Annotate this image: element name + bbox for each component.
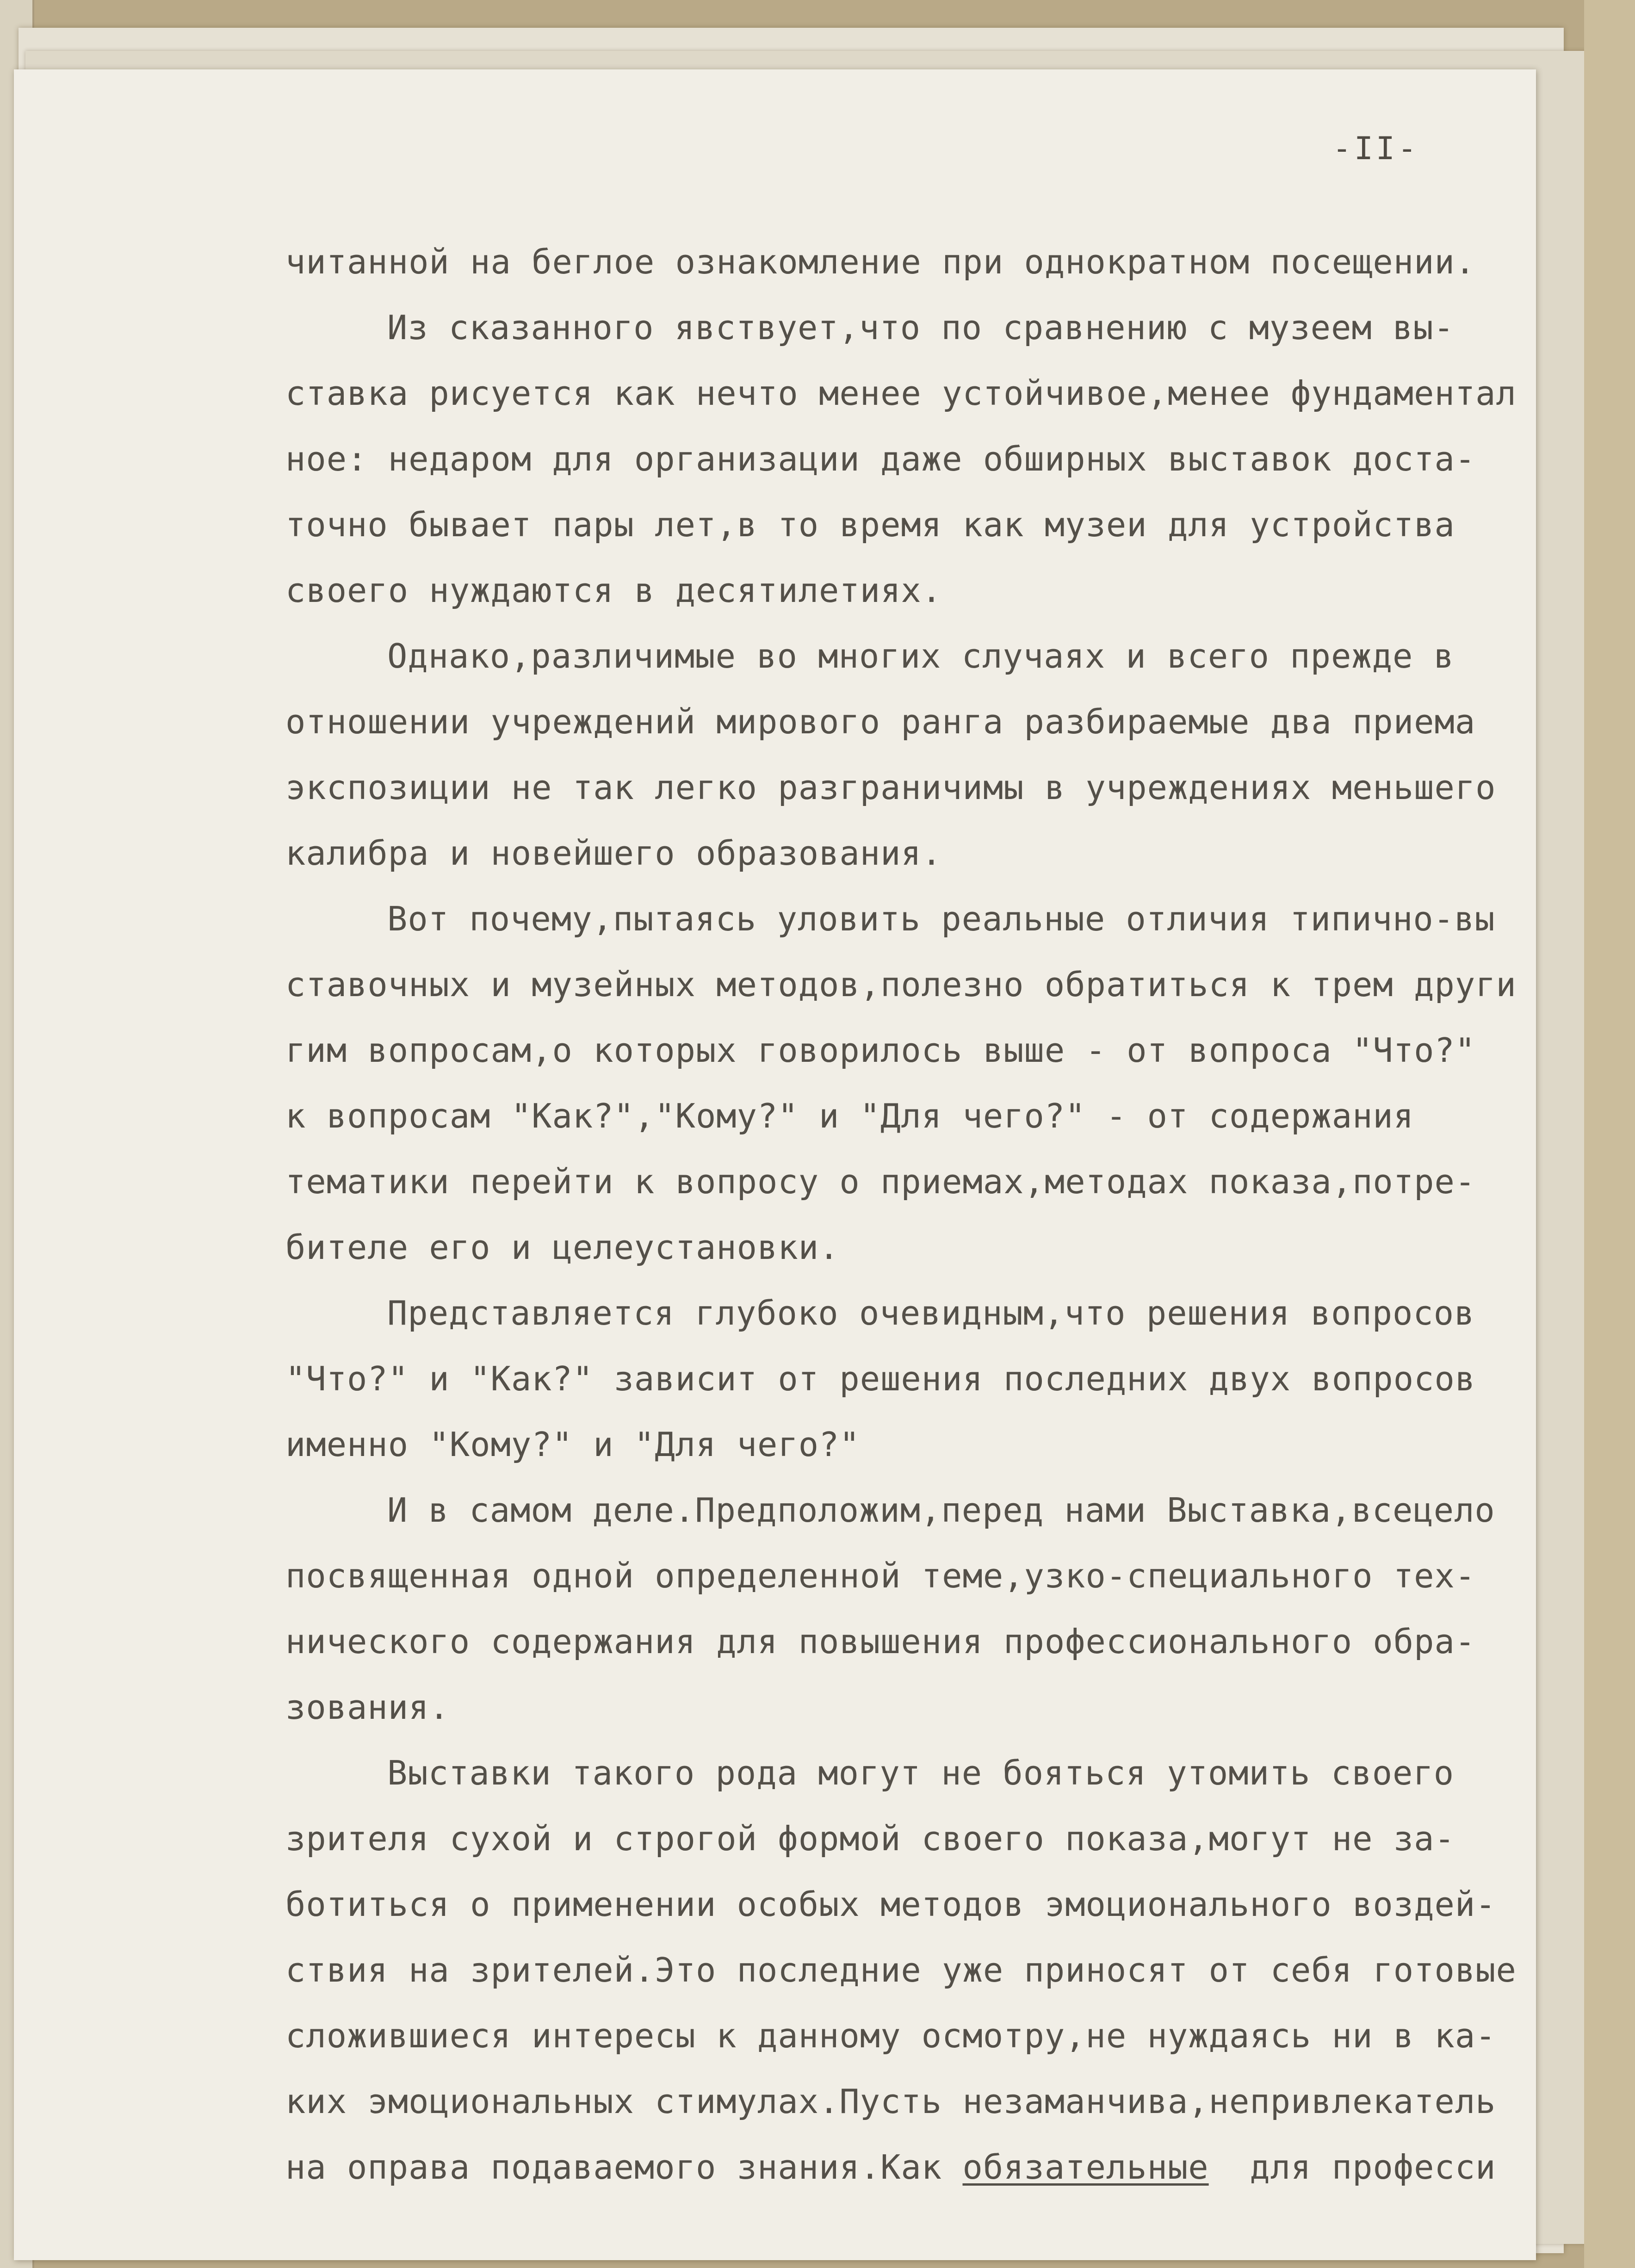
text-line: тематики перейти к вопросу о приемах,методах показа,потре- (285, 1162, 1476, 1201)
text-line: именно "Кому?" и "Для чего?" (285, 1425, 860, 1464)
text-line: ставочных и музейных методов,полезно обратиться к трем други (285, 965, 1517, 1004)
text-line: ких эмоциональных стимулах.Пусть незаманчива,непривлекатель (285, 2082, 1496, 2121)
text-line: Вот почему,пытаясь уловить реальные отличия типично-вы (387, 899, 1495, 938)
text-line: зования. (285, 1688, 450, 1727)
text-line: экспозиции не так легко разграничимы в учреждениях меньшего (285, 768, 1496, 807)
text-line-tail: для професси (1208, 2148, 1496, 2187)
text-line: ботиться о применении особых методов эмоционального воздей- (285, 1885, 1496, 1924)
text-line: ствия на зрителей.Это последние уже приносят от себя готовые (285, 1951, 1517, 1989)
paragraph (285, 886, 1525, 1280)
paragraph (285, 1280, 1525, 1477)
text-line: бителе его и целеустановки. (285, 1228, 840, 1267)
text-line: гим вопросам,о которых говорилось выше - от вопроса "Что?" (285, 1031, 1476, 1070)
text-line: ное: недаром для организации даже обширных выставок доста- (285, 440, 1476, 478)
text-line: И в самом деле.Предположим,перед нами Выставка,всецело (387, 1491, 1495, 1530)
text-line: ставка рисуется как нечто менее устойчивое,менее фундаментал (285, 374, 1517, 413)
text-line: Представляется глубоко очевидным,что решения вопросов (387, 1294, 1475, 1332)
text-line: посвященная одной определенной теме,узко-специального тех- (285, 1556, 1476, 1595)
text-line: своего нуждаются в десятилетиях. (285, 571, 942, 610)
folder-right-edge (1584, 0, 1635, 2268)
text-line: нического содержания для повышения профессионального обра- (285, 1622, 1476, 1661)
text-line: "Что?" и "Как?" зависит от решения последних двух вопросов (285, 1359, 1476, 1398)
body-text (285, 229, 1525, 2200)
text-line: зрителя сухой и строгой формой своего показа,могут не за- (285, 1819, 1455, 1858)
text-line: сложившиеся интересы к данному осмотру,не нуждаясь ни в ка- (285, 2016, 1496, 2055)
text-line: Из сказанного явствует,что по сравнению с музеем вы- (387, 308, 1455, 347)
text-line: читанной на беглое ознакомление при однократном посещении. (285, 242, 1476, 281)
text-line: отношении учреждений мирового ранга разбираемые два приема (285, 702, 1476, 741)
paragraph (285, 1740, 1525, 2200)
text-line: точно бывает пары лет,в то время как музеи для устройства (285, 505, 1455, 544)
paragraph (285, 1477, 1525, 1740)
underlined-word: обязательные (962, 2148, 1209, 2187)
text-line: Однако,различимые во многих случаях и всего прежде в (387, 637, 1455, 675)
text-line: к вопросам "Как?","Кому?" и "Для чего?" - от содержания (285, 1097, 1414, 1135)
text-line: Выставки такого рода могут не бояться утомить своего (387, 1754, 1455, 1792)
paragraph (285, 295, 1525, 623)
paragraph (285, 229, 1525, 295)
text-line: калибра и новейшего образования. (285, 834, 942, 873)
page-number: -II- (1332, 130, 1419, 167)
text-line: на оправа подаваемого знания.Как обязательные для професси (285, 2148, 1496, 2187)
paragraph (285, 623, 1525, 886)
